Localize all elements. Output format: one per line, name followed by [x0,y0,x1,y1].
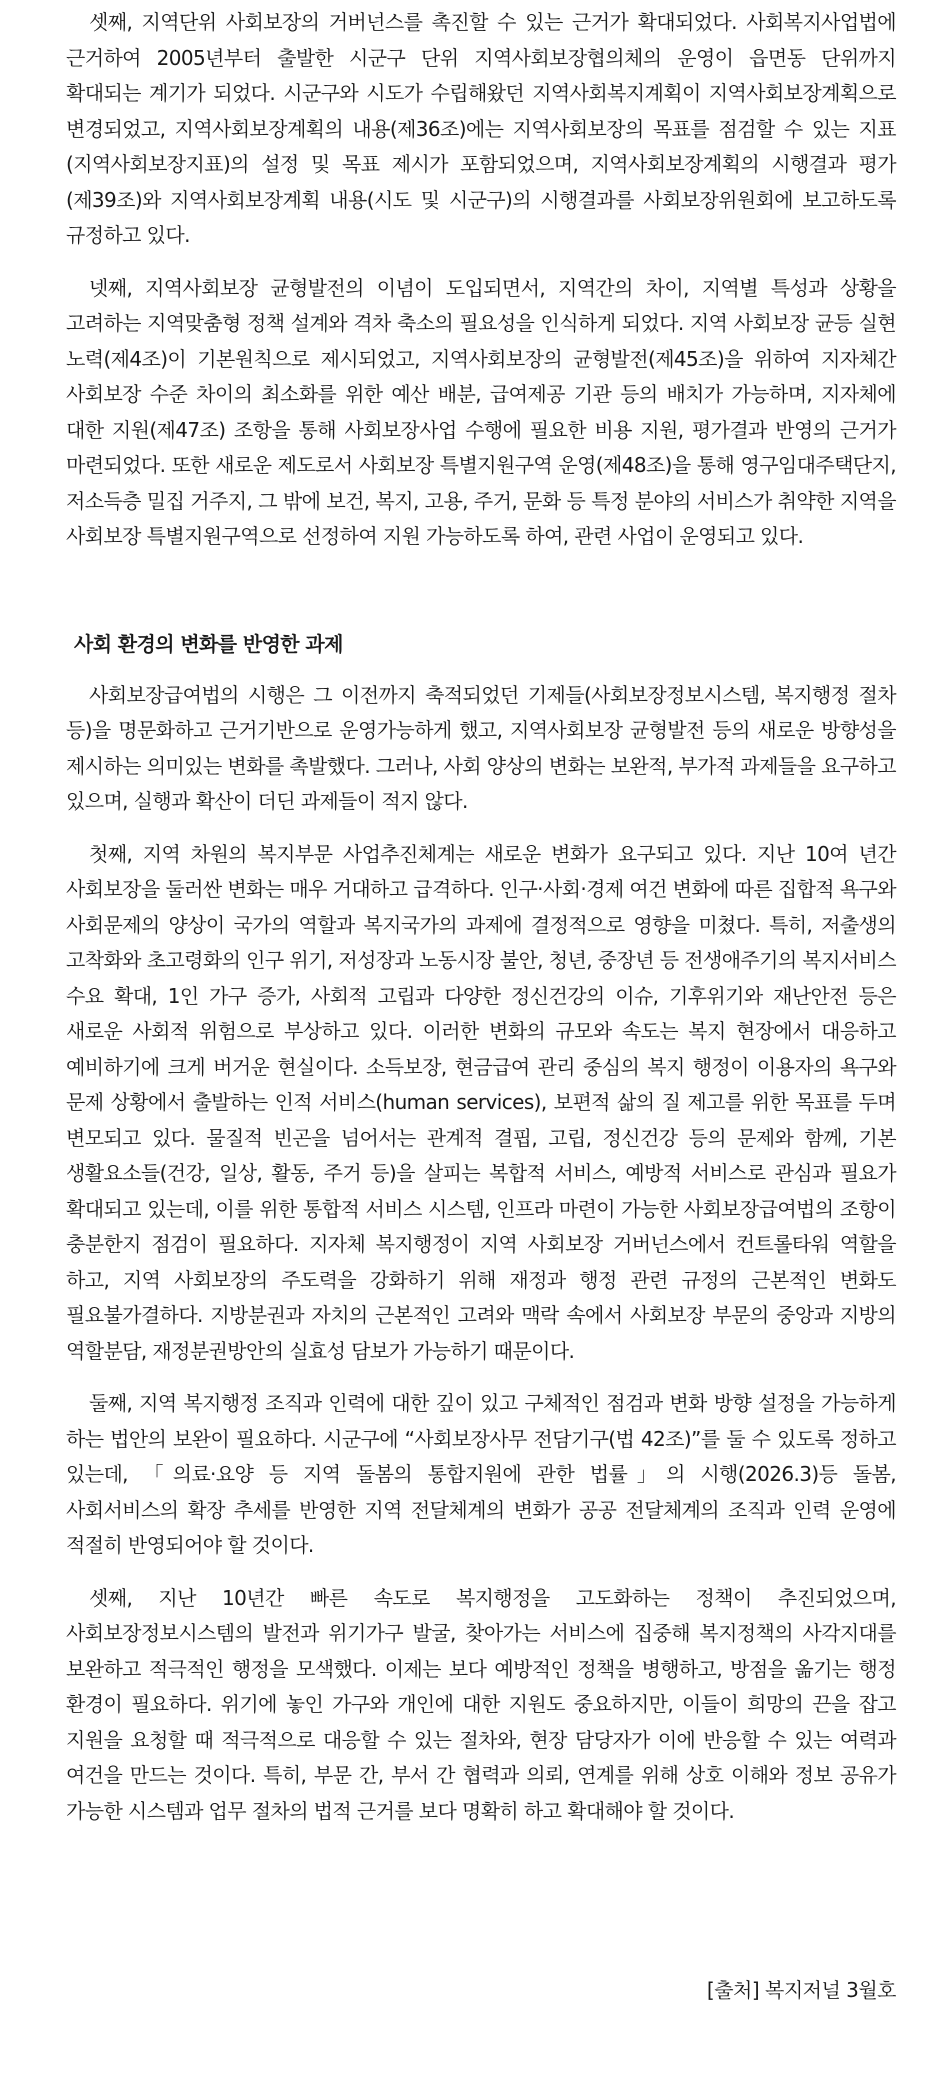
paragraph-task-first: 첫째, 지역 차원의 복지부문 사업추진체계는 새로운 변화가 요구되고 있다. 지난 10여 년간 사회보장을 둘러싼 변화는 매우 거대하고 급격하다. 인구·사회·경제 여건 변화에 따른 집합적 욕구와 사회문제의 양상이 국가의 역할과 복지국가의 과제에 결정적으로 영향을 미쳤다. 특히, 저출생의 고착화와 초고령화의 인구 위기, 저성장과 노동시장 불안, 청년, 중장년 등 전생애주기의 복지서비스 수요 확대, 1인 가구 증가, 사회적 고립과 다양한 정신건강의 이슈, 기후위기와 재난안전 등은 새로운 사회적 위험으로 부상하고 있다. 이러한 변화의 규모와 속도는 복지 현장에서 대응하고 예비하기에 크게 버거운 현실이다. 소득보장, 현금급여 관리 중심의 복지 행정이 이용자의 욕구와 문제 상황에서 출발하는 인적 서비스(human services), 보편적 삶의 질 제고를 위한 목표를 두며 변모되고 있다. 물질적 빈곤을 넘어서는 관계적 결핍, 고립, 정신건강 등의 문제와 함께, 기본 생활요소들(건강, 일상, 활동, 주거 등)을 살피는 복합적 서비스, 예방적 서비스로 관심과 필요가 확대되고 있는데, 이를 위한 통합적 서비스 시스템, 인프라 마련이 가능한 사회보장급여법의 조항이 충분한지 점검이 필요하다. 지자체 복지행정이 지역 사회보장 거버넌스에서 컨트롤타워 역할을 하고, 지역 사회보장의 주도력을 강화하기 위해 재정과 행정 관련 규정의 근본적인 변화도 필요불가결하다. 지방분권과 자치의 근본적인 고려와 맥락 속에서 사회보장 부문의 중앙과 지방의 역할분담, 재정분권방안의 실효성 담보가 가능하기 때문이다. [66,841,896,1363]
paragraph-fourth-balance: 넷째, 지역사회보장 균형발전의 이념이 도입되면서, 지역간의 차이, 지역별 특성과 상황을 고려하는 지역맞춤형 정책 설계와 격차 축소의 필요성을 인식하게 되었다. 지역 사회보장 균등 실현 노력(제4조)이 기본원칙으로 제시되었고, 지역사회보장의 균형발전(제45조)을 위하여 지자체간 사회보장 수준 차이의 최소화를 위한 예산 배분, 급여제공 기관 등의 배치가 가능하며, 지자체에 대한 지원(제47조) 조항을 통해 사회보장사업 수행에 필요한 비용 지원, 평가결과 반영의 근거가 마련되었다. 또한 새로운 제도로서 사회보장 특별지원구역 운영(제48조)을 통해 영구임대주택단지, 저소득층 밀집 거주지, 그 밖에 보건, 복지, 고용, 주거, 문화 등 특정 분야의 서비스가 취약한 지역을 사회보장 특별지원구역으로 선정하여 지원 가능하도록 하여, 관련 사업이 운영되고 있다. [66,275,896,548]
source-citation: [출처] 복지저널 3월호 [706,1978,896,2002]
paragraph-task-third: 셋째, 지난 10년간 빠른 속도로 복지행정을 고도화하는 정책이 추진되었으며, 사회보장정보시스템의 발전과 위기가구 발굴, 찾아가는 서비스에 집중해 복지정책의 사각지대를 보완하고 적극적인 행정을 모색했다. 이제는 보다 예방적인 정책을 병행하고, 방점을 옮기는 행정 환경이 필요하다. 위기에 놓인 가구와 개인에 대한 지원도 중요하지만, 이들이 희망의 끈을 잡고 지원을 요청할 때 적극적으로 대응할 수 있는 절차와, 현장 담당자가 이에 반응할 수 있는 여력과 여건을 만드는 것이다. 특히, 부문 간, 부서 간 협력과 의뢰, 연계를 위해 상호 이해와 정보 공유가 가능한 시스템과 업무 절차의 법적 근거를 보다 명확히 하고 확대해야 할 것이다. [66,1585,896,1823]
paragraph-section-intro: 사회보장급여법의 시행은 그 이전까지 축적되었던 기제들(사회보장정보시스템, 복지행정 절차 등)을 명문화하고 근거기반으로 운영가능하게 했고, 지역사회보장 균형발전 등의 새로운 방향성을 제시하는 의미있는 변화를 촉발했다. 그러나, 사회 양상의 변화는 보완적, 부가적 과제들을 요구하고 있으며, 실행과 확산이 더딘 과제들이 적지 않다. [66,682,896,813]
section-heading: 사회 환경의 변화를 반영한 과제 [74,631,343,656]
article-body [66,0,896,1829]
paragraph-third-governance: 셋째, 지역단위 사회보장의 거버넌스를 촉진할 수 있는 근거가 확대되었다. 사회복지사업법에 근거하여 2005년부터 출발한 시군구 단위 지역사회보장협의체의 운영이 읍면동 단위까지 확대되는 계기가 되었다. 시군구와 시도가 수립해왔던 지역사회복지계획이 지역사회보장계획으로 변경되었고, 지역사회보장계획의 내용(제36조)에는 지역사회보장의 목표를 점검할 수 있는 지표(지역사회보장지표)의 설정 및 목표 제시가 포함되었으며, 지역사회보장계획의 시행결과 평가(제39조)와 지역사회보장계획 내용(시도 및 시군구)의 시행결과를 사회보장위원회에 보고하도록 규정하고 있다. [66,10,896,247]
paragraph-task-second: 둘째, 지역 복지행정 조직과 인력에 대한 깊이 있고 구체적인 점검과 변화 방향 설정을 가능하게 하는 법안의 보완이 필요하다. 시군구에 “사회보장사무 전담기구(법 42조)”를 둘 수 있도록 정하고 있는데, 「의료·요양 등 지역 돌봄의 통합지원에 관한 법률」의 시행(2026.3)등 돌봄, 사회서비스의 확장 추세를 반영한 지역 전달체계의 변화가 공공 전달체계의 조직과 인력 운영에 적절히 반영되어야 할 것이다. [66,1391,896,1557]
